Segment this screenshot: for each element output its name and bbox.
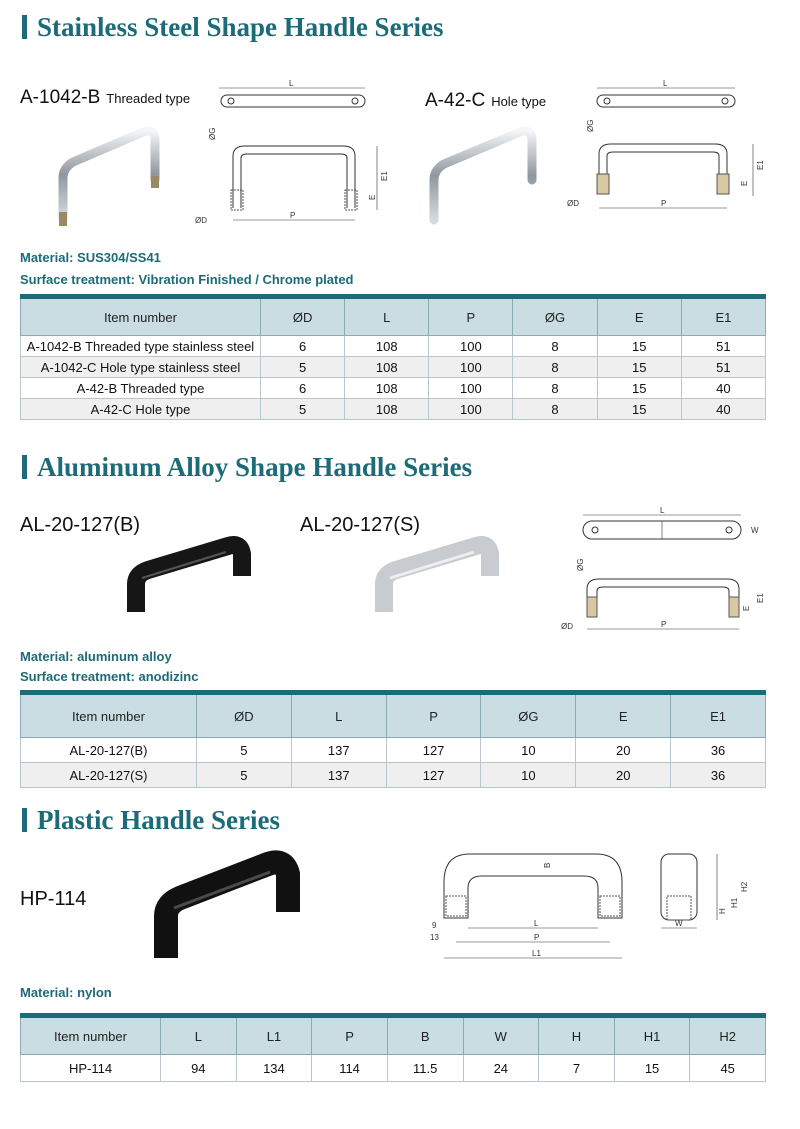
col-header: ØD [197,693,292,738]
svg-text:L: L [289,79,294,88]
table-header-row [21,693,766,738]
table-row: AL-20-127(B) 5 137 127 10 20 36 [21,738,766,763]
diagram-plastic-side-view [655,852,755,942]
table-row: A-42-B Threaded type 6 108 100 8 15 40 [21,378,766,399]
svg-text:H2: H2 [740,881,749,892]
svg-text:B: B [543,862,552,868]
svg-text:W: W [675,919,683,928]
table-row: A-1042-B Threaded type stainless steel 6 108 100 8 15 51 [21,336,766,357]
col-header: H1 [614,1016,690,1055]
col-header: ØG [513,297,597,336]
svg-text:E1: E1 [756,160,765,170]
col-header: ØD [261,297,345,336]
table-row: A-42-C Hole type 5 108 100 8 15 40 [21,399,766,420]
material-aluminum: Material: aluminum alloy [20,649,172,664]
chrome-handle-photo-hole [420,120,550,230]
col-header: L [161,1016,237,1055]
svg-text:E1: E1 [380,171,389,181]
black-aluminum-handle-photo [122,536,252,626]
col-header: Item number [21,693,197,738]
col-header: Item number [21,297,261,336]
title-accent-bar [22,808,27,832]
svg-text:P: P [534,933,540,942]
model-label-hp114: HP-114 [20,888,87,910]
col-header: L [345,297,429,336]
material-plastic: Material: nylon [20,985,112,1000]
model-label-al-b: AL-20-127(B) [20,514,141,536]
svg-text:ØD: ØD [195,216,207,225]
svg-text:H1: H1 [730,897,739,908]
title-accent-bar [22,455,27,479]
surface-aluminum: Surface treatment: anodizinc [20,669,199,684]
svg-text:P: P [661,199,667,208]
table-row: A-1042-C Hole type stainless steel 5 108 100 8 15 51 [21,357,766,378]
svg-text:E: E [368,194,377,200]
model-label-a1042b: A-1042-B Threaded type [20,87,191,108]
table-row: AL-20-127(S) 5 137 127 10 20 36 [21,763,766,788]
col-header: H2 [690,1016,766,1055]
svg-text:P: P [661,620,667,629]
col-header: L [291,693,386,738]
table-header-row [21,1016,766,1055]
section-title-steel: Stainless Steel Shape Handle Series [22,10,444,44]
diagram-aluminum-handle [561,505,775,635]
col-header: P [386,693,481,738]
col-header: L1 [236,1016,312,1055]
col-header: H [539,1016,615,1055]
svg-text:ØG: ØG [208,127,217,140]
svg-text:ØG: ØG [576,558,585,571]
svg-text:E: E [740,180,749,186]
diagram-plastic-handle [430,848,640,968]
section-title-aluminum: Aluminum Alloy Shape Handle Series [22,450,472,484]
svg-text:L1: L1 [532,949,541,958]
spec-table-aluminum [20,690,766,788]
surface-steel: Surface treatment: Vibration Finished / Chrome plated [20,272,354,287]
section-title-plastic: Plastic Handle Series [22,803,280,837]
table-row: HP-114 94 134 114 11.5 24 7 15 45 [21,1055,766,1082]
table-header-row [21,297,766,336]
svg-text:ØD: ØD [561,622,573,631]
col-header: P [312,1016,388,1055]
col-header: W [463,1016,539,1055]
black-plastic-handle-photo [150,850,310,970]
title-accent-bar [22,15,27,39]
col-header: Item number [21,1016,161,1055]
material-steel: Material: SUS304/SS41 [20,250,161,265]
svg-text:ØD: ØD [567,199,579,208]
svg-text:E: E [742,605,751,611]
svg-text:9: 9 [432,921,437,930]
col-header: E1 [671,693,766,738]
spec-table-plastic [20,1013,766,1082]
col-header: ØG [481,693,576,738]
diagram-hole-type [567,78,765,228]
svg-text:H: H [718,908,727,914]
chrome-handle-photo-threaded [45,120,175,230]
svg-text:ØG: ØG [586,119,595,132]
svg-text:E1: E1 [756,593,765,603]
col-header: B [387,1016,463,1055]
col-header: P [429,297,513,336]
diagram-threaded-type [195,78,395,228]
svg-text:W: W [751,526,759,535]
silver-aluminum-handle-photo [370,536,500,626]
spec-table-steel [20,294,766,420]
svg-text:L: L [663,79,668,88]
svg-text:L: L [660,506,665,515]
svg-text:P: P [290,211,296,220]
svg-text:L: L [534,919,539,928]
col-header: E [576,693,671,738]
model-label-al-s: AL-20-127(S) [300,514,421,536]
svg-text:13: 13 [430,933,439,942]
model-label-a42c: A-42-C Hole type [425,90,547,111]
col-header: E [597,297,681,336]
col-header: E1 [681,297,765,336]
